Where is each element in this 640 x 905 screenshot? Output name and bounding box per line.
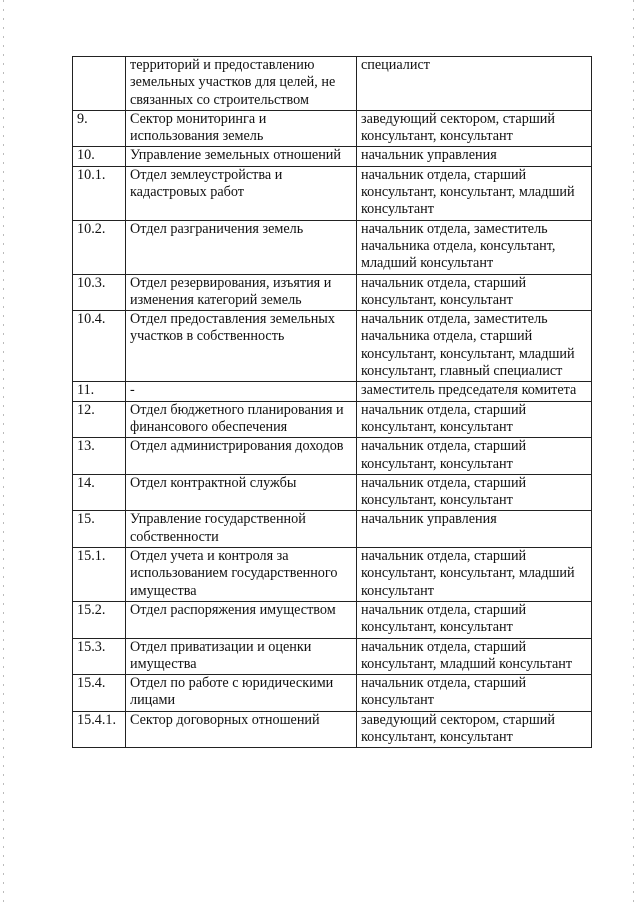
table-body [73,57,592,748]
department-name-text: Отдел землеустройства и кадастровых работ [130,166,283,201]
department-name-text: Отдел администрирования доходов [130,438,344,455]
positions-cell [357,675,592,712]
row-number-text: 12. [77,401,95,418]
department-name-text: Отдел учета и контроля за использованием государственного имущества [130,548,338,599]
row-number-text: 9. [77,110,88,127]
department-name-text: Отдел контрактной службы [130,474,297,491]
positions-text: начальник управления [361,147,497,164]
row-number-cell [73,548,126,602]
table-row [73,147,592,166]
row-number-cell [73,401,126,438]
table-row [73,274,592,311]
positions-text: начальник отдела, старший консультант, консультант [361,601,527,636]
positions-text: начальник отдела, старший консультант [361,675,527,709]
positions-cell [357,147,592,166]
row-number-cell [73,57,126,111]
row-number-text: 11. [77,382,95,399]
positions-text: начальник отдела, заместитель начальника отдела, консультант, младший консультант [361,220,556,272]
row-number-text: 10.1. [77,166,106,183]
department-name-cell [126,675,357,712]
positions-cell [357,311,592,382]
row-number-cell [73,438,126,475]
row-number-cell [73,311,126,382]
positions-cell [357,438,592,475]
row-number-cell [73,382,126,401]
department-name-text: Отдел распоряжения имуществом [130,601,336,618]
positions-text: начальник отдела, старший консультант, консультант [361,401,527,435]
table-row [73,511,592,548]
row-number-cell [73,711,126,748]
department-name-cell [126,382,357,401]
positions-cell [357,711,592,748]
department-name-cell [126,474,357,511]
positions-text: начальник отдела, старший консультант, консультант, младший консультант [361,548,575,599]
positions-text: начальник отдела, старший консультант, консультант, младший консультант [361,166,575,218]
row-number-text: 15.4. [77,675,106,692]
row-number-text: 13. [77,438,95,455]
department-name-cell [126,711,357,748]
positions-cell [357,57,592,111]
positions-text: начальник отдела, старший консультант, консультант [361,438,527,472]
table-row [73,110,592,147]
positions-text: заведующий сектором, старший консультант, консультант [361,711,555,745]
department-name-text: Отдел приватизации и оценки имущества [130,638,312,672]
positions-cell [357,548,592,602]
positions-text: начальник отдела, старший консультант, консультант [361,474,527,509]
table-row [73,548,592,602]
table-row [73,220,592,274]
table-row [73,57,592,111]
positions-cell [357,274,592,311]
table-row [73,401,592,438]
department-name-cell [126,274,357,311]
department-name-text: Управление земельных отношений [130,147,341,164]
right-margin-mark [633,0,634,905]
row-number-cell [73,166,126,220]
positions-text: начальник управления [361,511,497,528]
department-name-text: Сектор мониторинга и использования земель [130,110,267,145]
row-number-text: 15.1. [77,548,106,565]
positions-text: специалист [361,57,430,73]
table-row [73,474,592,511]
row-number-cell [73,601,126,638]
row-number-text: 15.4.1. [77,711,117,728]
department-name-cell [126,511,357,548]
positions-text: начальник отдела, заместитель начальника отдела, старший консультант, консультант, младший консультант, главный специалист [361,311,575,380]
row-number-cell [73,474,126,511]
table-row [73,311,592,382]
department-name-cell [126,638,357,675]
positions-cell [357,382,592,401]
department-name-cell [126,166,357,220]
table-row [73,166,592,220]
positions-cell [357,638,592,675]
department-name-text: Отдел предоставления земельных участков в собственность [130,311,335,345]
positions-cell [357,166,592,220]
row-number-cell [73,274,126,311]
department-name-cell [126,311,357,382]
department-name-text: Отдел по работе с юридическими лицами [130,675,334,709]
positions-text: начальник отдела, старший консультант, младший консультант [361,638,573,672]
positions-cell [357,474,592,511]
positions-cell [357,511,592,548]
department-name-cell [126,147,357,166]
row-number-text: 15. [77,511,95,528]
department-name-text: Отдел бюджетного планирования и финансового обеспечения [130,401,344,435]
positions-text: начальник отдела, старший консультант, консультант [361,274,527,308]
table-row [73,711,592,748]
row-number-text: 14. [77,474,95,491]
row-number-cell [73,675,126,712]
row-number-text: 10.3. [77,274,106,291]
left-margin-mark [3,0,4,905]
department-name-text: - [130,382,135,399]
table-row [73,675,592,712]
row-number-text: 10.2. [77,220,106,237]
department-name-cell [126,57,357,111]
row-number-cell [73,638,126,675]
positions-cell [357,110,592,147]
row-number-text: 15.3. [77,638,106,655]
row-number-text: 10.4. [77,311,106,328]
positions-text: заведующий сектором, старший консультант, консультант [361,110,555,145]
row-number-text: 10. [77,147,95,164]
table-row [73,601,592,638]
row-number-cell [73,110,126,147]
table-row [73,438,592,475]
table-row [73,382,592,401]
department-name-cell [126,401,357,438]
department-name-text: Отдел разграничения земель [130,220,304,237]
department-name-cell [126,110,357,147]
positions-cell [357,601,592,638]
row-number-text: 15.2. [77,601,106,618]
row-number-cell [73,220,126,274]
table-row [73,638,592,675]
department-name-cell [126,548,357,602]
department-name-cell [126,601,357,638]
row-number-cell [73,511,126,548]
positions-text: заместитель председателя комитета [361,382,577,399]
positions-cell [357,401,592,438]
positions-cell [357,220,592,274]
department-name-cell [126,438,357,475]
department-name-text: Сектор договорных отношений [130,711,320,728]
department-name-text: Отдел резервирования, изъятия и изменения категорий земель [130,274,332,308]
department-name-text: Управление государственной собственности [130,511,306,545]
row-number-cell [73,147,126,166]
department-name-cell [126,220,357,274]
department-name-text: территорий и предоставлению земельных участков для целей, не связанных со строительством [130,57,336,108]
staff-positions-table [72,56,592,748]
